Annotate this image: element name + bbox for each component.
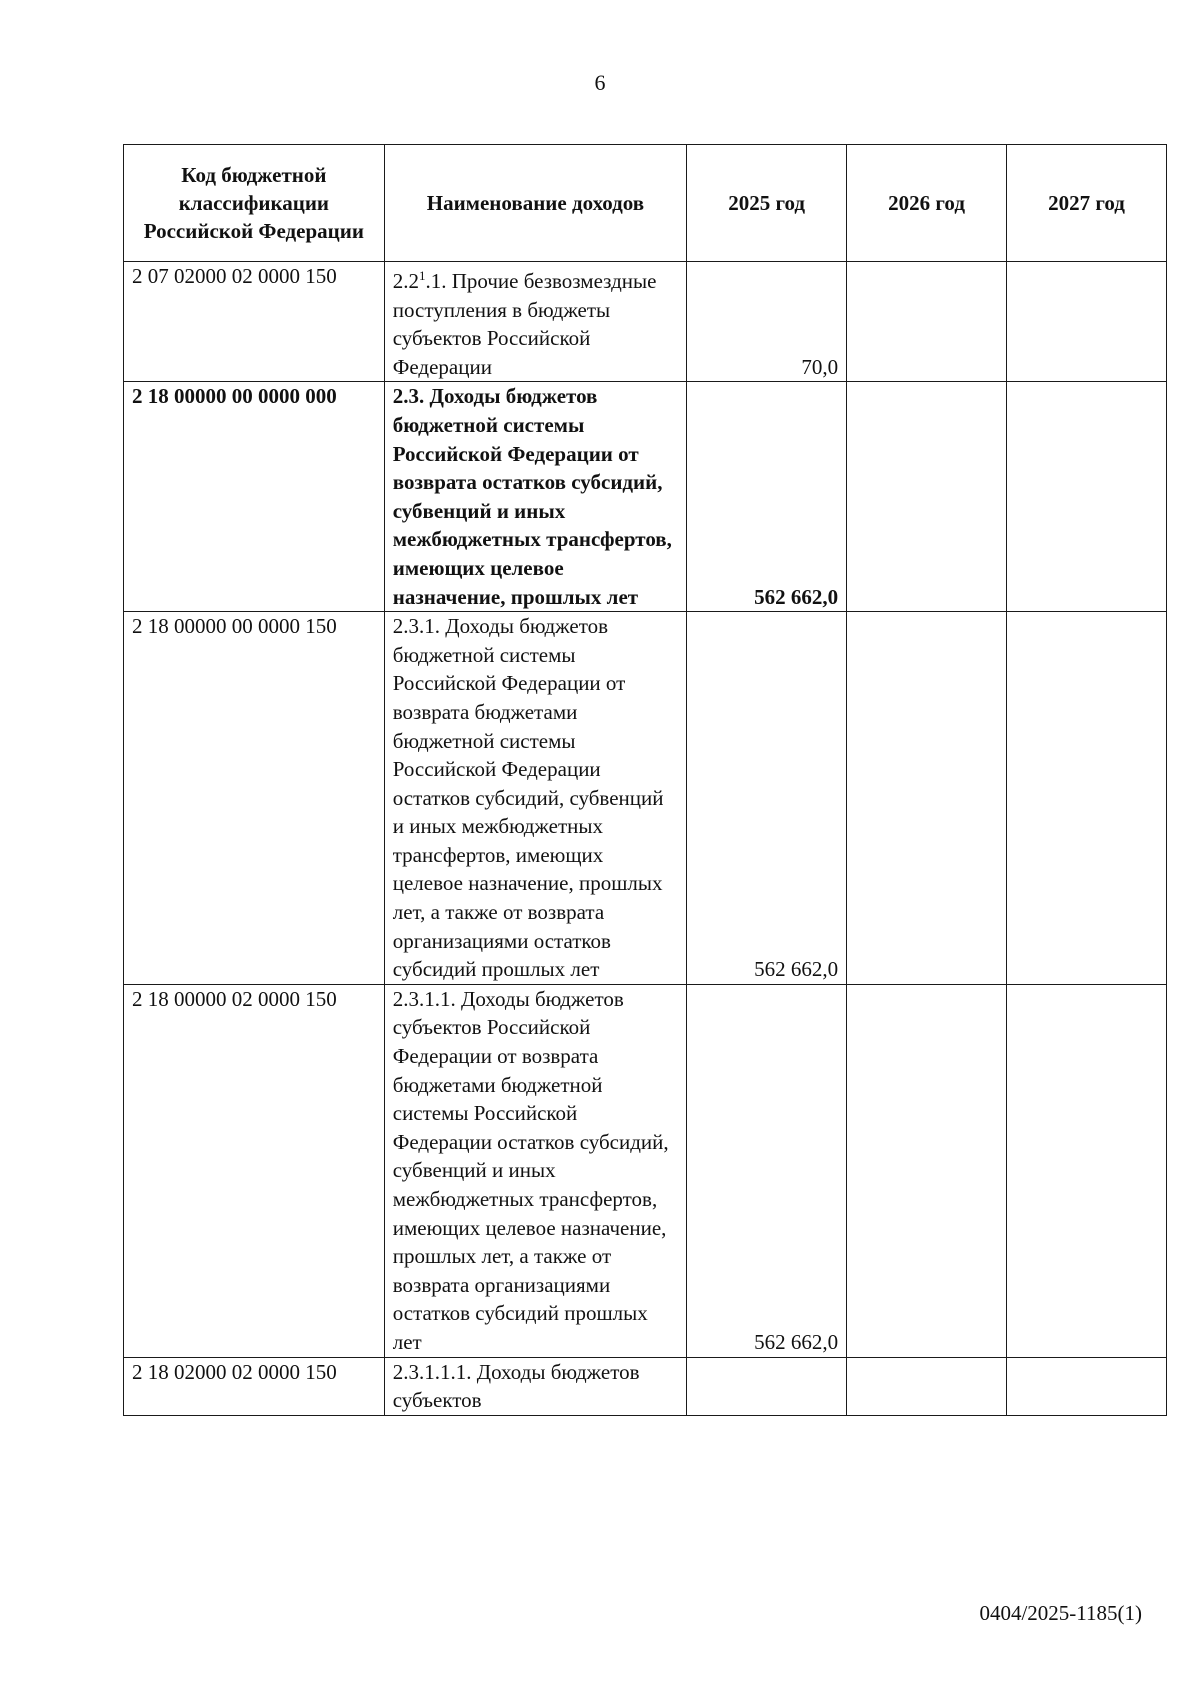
row-name-prefix: 2.2 [392,269,419,293]
row-code: 2 18 02000 02 0000 150 [124,1357,385,1415]
header-code: Код бюджетной классификации Российской Федерации [124,145,385,262]
document-id: 0404/2025-1185(1) [979,1601,1142,1625]
table-row [124,612,1167,985]
row-name [384,262,686,382]
row-value-2025: 70,0 [687,262,847,382]
row-name: 2.3.1.1. Доходы бюджетов субъектов Российской Федерации от возврата бюджетами бюджетной системы Российской Федерации остатков субсидий, субвенций и иных межбюджетных трансфертов, имеющих целевое назначение, прошлых лет, а также от возврата организациями остатков субсидий прошлых лет [384,984,686,1357]
table-row [124,984,1167,1357]
row-value-2027 [1007,382,1167,612]
row-code: 2 07 02000 02 0000 150 [124,262,385,382]
row-name-rest: .1. Прочие безвозмездные поступления в бюджеты субъектов Российской Федерации [392,269,657,379]
row-value-2025 [687,1357,847,1415]
header-2027: 2027 год [1007,145,1167,262]
row-value-2025: 562 662,0 [687,984,847,1357]
revenue-table [123,144,1167,1416]
row-value-2025: 562 662,0 [687,382,847,612]
row-name: 2.3. Доходы бюджетов бюджетной системы Российской Федерации от возврата остатков субсидий, субвенций и иных межбюджетных трансфертов, имеющих целевое назначение, прошлых лет [384,382,686,612]
row-value-2026 [847,984,1007,1357]
header-2026: 2026 год [847,145,1007,262]
row-code: 2 18 00000 00 0000 000 [124,382,385,612]
row-value-2026 [847,262,1007,382]
row-value-2026 [847,1357,1007,1415]
row-value-2027 [1007,262,1167,382]
row-value-2026 [847,382,1007,612]
page-number: 6 [594,70,606,95]
row-value-2027 [1007,984,1167,1357]
row-value-2027 [1007,1357,1167,1415]
row-value-2027 [1007,612,1167,985]
row-name: 2.3.1. Доходы бюджетов бюджетной системы Российской Федерации от возврата бюджетами бюджетной системы Российской Федерации остатков субсидий, субвенций и иных межбюджетных трансфертов, имеющих целевое назначение, прошлых лет, а также от возврата организациями остатков субсидий прошлых лет [384,612,686,985]
row-value-2026 [847,612,1007,985]
table-row [124,382,1167,612]
table-header-row [124,145,1167,262]
header-name: Наименование доходов [384,145,686,262]
table-row [124,1357,1167,1415]
row-name-superscript: 1 [419,268,426,283]
row-name: 2.3.1.1.1. Доходы бюджетов субъектов [384,1357,686,1415]
row-value-2025: 562 662,0 [687,612,847,985]
row-code: 2 18 00000 02 0000 150 [124,984,385,1357]
row-code: 2 18 00000 00 0000 150 [124,612,385,985]
table-row [124,262,1167,382]
header-2025: 2025 год [687,145,847,262]
